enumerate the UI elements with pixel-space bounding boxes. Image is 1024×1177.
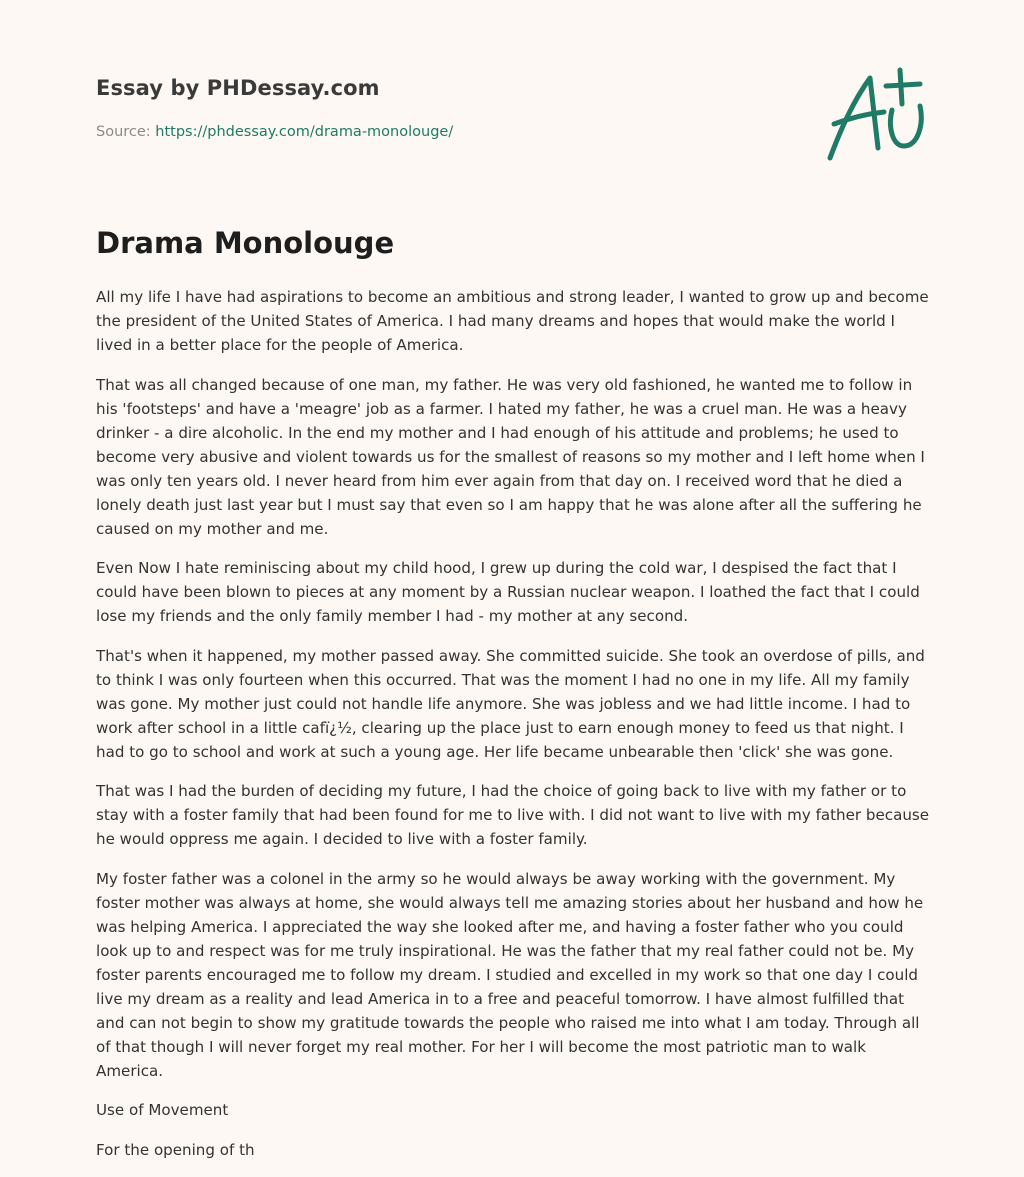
site-title: Essay by PHDessay.com [96,76,380,100]
essay-paragraph: That's when it happened, my mother passed away. She committed suicide. She took an overdose of pills, and to think I was only fourteen when this occurred. That was the moment I had no one in my life. All my family was gone. My mother just could not handle life anymore. She was jobless and we had little income. I had to work after school in a little cafï¿½, clearing up the place just to earn enough money to feed us that night. I had to go to school and work at such a young age. Her life became unbearable then 'click' she was gone. [96,646,925,761]
section-heading-movement: Use of Movement [96,1101,229,1119]
source-link[interactable]: https://phdessay.com/drama-monolouge/ [155,124,454,140]
essay-paragraph-truncated: For the opening of th [96,1140,255,1159]
essay-paragraph: That was I had the burden of deciding my future, I had the choice of going back to live with my father or to stay with a foster family that had been found for me to live with. I did not want to live with my father because he would oppress me again. I decided to live with a foster family. [96,782,930,848]
source-line [96,124,453,140]
essay-paragraph: That was all changed because of one man, my father. He was very old fashioned, he wanted me to follow in his 'footsteps' and have a 'meagre' job as a farmer. I hated my father, he was a cruel man. He was a heavy drinker - a dire alcoholic. In the end my mother and I had enough of his attitude and problems; he used to become very abusive and violent towards us for the smallest of reasons so my mother and I left home when I was only ten years old. I never heard from him ever again from that day on. I received word that he died a lonely death just last year but I must say that even so I am happy that he was alone after all the suffering he caused on my mother and me. [96,375,925,538]
essay-title: Drama Monolouge [96,226,395,260]
source-label: Source: [96,124,151,140]
essay-paragraph: Even Now I hate reminiscing about my child hood, I grew up during the cold war, I despised the fact that I could have been blown to pieces at any moment by a Russian nuclear weapon. I loathed the fact that I could lose my friends and the only family member I had - my mother at any second. [96,559,920,625]
a-plus-logo-icon [822,64,932,164]
essay-body [96,285,932,1177]
essay-paragraph: My foster father was a colonel in the army so he would always be away working with the government. My foster mother was always at home, she would always tell me amazing stories about her husband and how he was helping America. I appreciated the way she looked after me, and having a foster father who you could look up to and respect was for me truly inspirational. He was the father that my real father could not be. My foster parents encouraged me to follow my dream. I studied and excelled in my work so that one day I could live my dream as a reality and lead America in to a free and peaceful tomorrow. I have almost fulfilled that and can not begin to show my gratitude towards the people who raised me into what I am today. Through all of that though I will never forget my real mother. For her I will become the most patriotic man to walk America. [96,869,924,1080]
essay-paragraph: All my life I have had aspirations to become an ambitious and strong leader, I wanted to grow up and become the president of the United States of America. I had many dreams and hopes that would make the world I lived in a better place for the people of America. [96,288,929,354]
